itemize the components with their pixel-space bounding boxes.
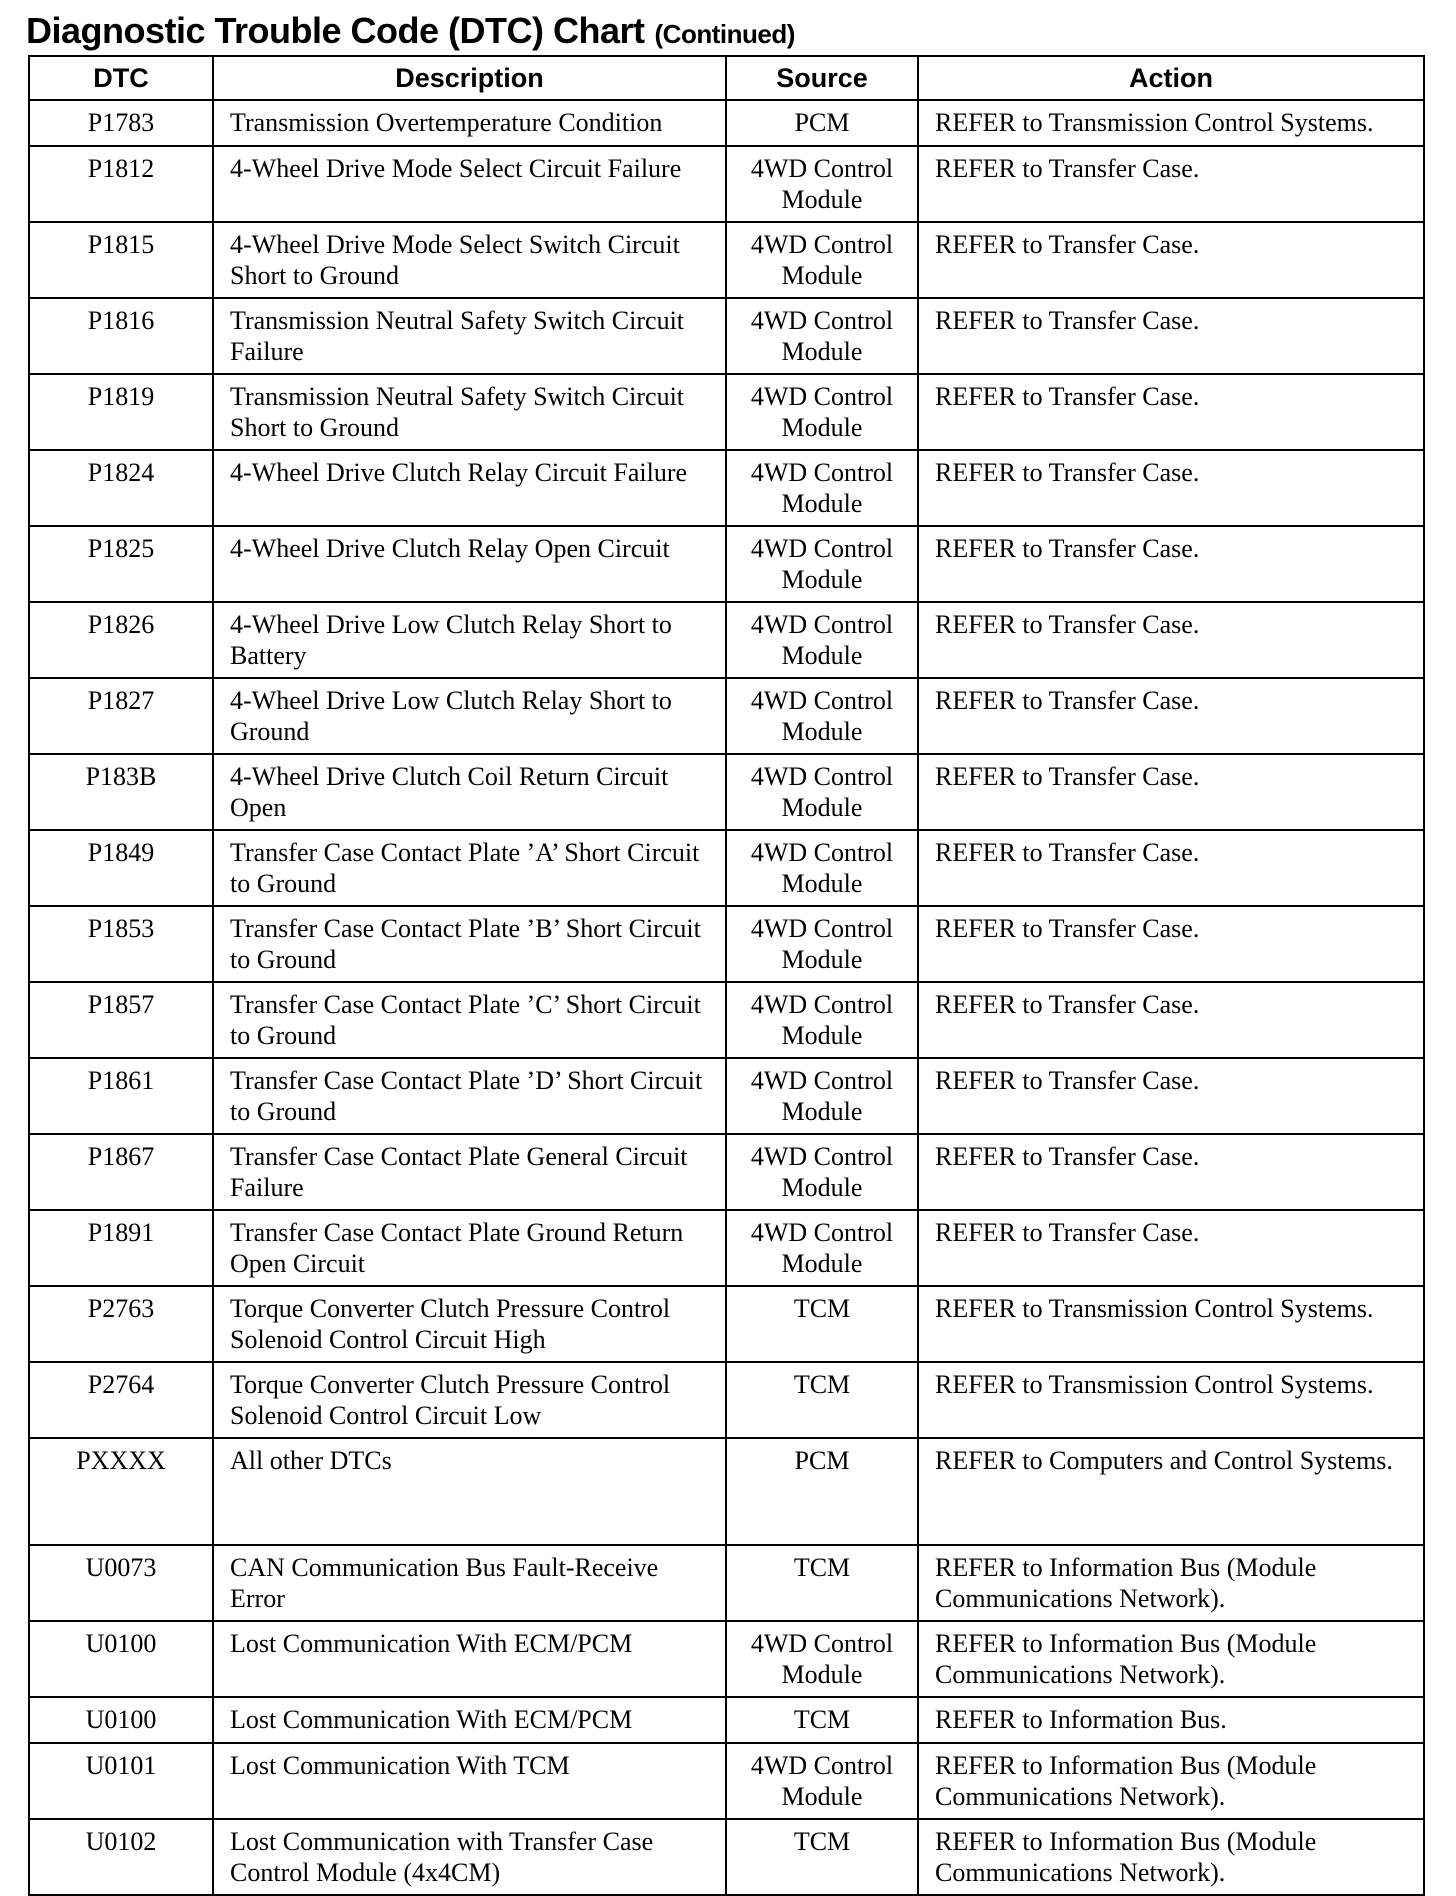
cell-action: REFER to Transfer Case. (918, 982, 1424, 1058)
cell-source: TCM (726, 1362, 918, 1438)
cell-dtc: P1812 (29, 146, 213, 222)
cell-description: Transfer Case Contact Plate ’D’ Short Circuit to Ground (213, 1058, 726, 1134)
cell-description: 4-Wheel Drive Mode Select Switch Circuit Short to Ground (213, 222, 726, 298)
cell-dtc: U0100 (29, 1621, 213, 1697)
cell-description: Torque Converter Clutch Pressure Control Solenoid Control Circuit High (213, 1286, 726, 1362)
cell-action: REFER to Transfer Case. (918, 830, 1424, 906)
cell-dtc: P1867 (29, 1134, 213, 1210)
cell-source: TCM (726, 1545, 918, 1621)
cell-source: 4WD Control Module (726, 1743, 918, 1819)
cell-source: 4WD Control Module (726, 526, 918, 602)
cell-source: 4WD Control Module (726, 374, 918, 450)
cell-action: REFER to Transfer Case. (918, 754, 1424, 830)
header-action: Action (918, 56, 1424, 100)
table-row (29, 374, 1424, 450)
cell-source: 4WD Control Module (726, 146, 918, 222)
table-row (29, 678, 1424, 754)
table-row (29, 830, 1424, 906)
header-description: Description (213, 56, 726, 100)
cell-description: Lost Communication With TCM (213, 1743, 726, 1819)
cell-source: TCM (726, 1697, 918, 1743)
cell-source: TCM (726, 1286, 918, 1362)
cell-action: REFER to Transfer Case. (918, 1058, 1424, 1134)
cell-dtc: P1849 (29, 830, 213, 906)
table-header (29, 56, 1424, 100)
cell-dtc: P1891 (29, 1210, 213, 1286)
cell-action: REFER to Transfer Case. (918, 374, 1424, 450)
table-row (29, 602, 1424, 678)
cell-dtc: P2763 (29, 1286, 213, 1362)
cell-source: 4WD Control Module (726, 1621, 918, 1697)
cell-action: REFER to Information Bus (Module Communications Network). (918, 1621, 1424, 1697)
cell-dtc: U0102 (29, 1819, 213, 1895)
cell-dtc: P1861 (29, 1058, 213, 1134)
table-row (29, 754, 1424, 830)
cell-dtc: P2764 (29, 1362, 213, 1438)
cell-description: 4-Wheel Drive Clutch Relay Circuit Failure (213, 450, 726, 526)
cell-dtc: P1826 (29, 602, 213, 678)
cell-action: REFER to Information Bus (Module Communications Network). (918, 1545, 1424, 1621)
cell-description: All other DTCs (213, 1438, 726, 1545)
cell-description: Lost Communication with Transfer Case Control Module (4x4CM) (213, 1819, 726, 1895)
page-title (26, 10, 795, 52)
cell-dtc: P1819 (29, 374, 213, 450)
dtc-table (28, 55, 1425, 1896)
cell-description: 4-Wheel Drive Low Clutch Relay Short to Ground (213, 678, 726, 754)
cell-description: Transfer Case Contact Plate General Circuit Failure (213, 1134, 726, 1210)
cell-source: 4WD Control Module (726, 450, 918, 526)
cell-source: 4WD Control Module (726, 298, 918, 374)
cell-description: Transfer Case Contact Plate ’C’ Short Circuit to Ground (213, 982, 726, 1058)
cell-action: REFER to Information Bus. (918, 1697, 1424, 1743)
table-row (29, 1058, 1424, 1134)
cell-source: TCM (726, 1819, 918, 1895)
cell-dtc: P1825 (29, 526, 213, 602)
cell-action: REFER to Transfer Case. (918, 678, 1424, 754)
cell-dtc: U0100 (29, 1697, 213, 1743)
cell-source: 4WD Control Module (726, 1058, 918, 1134)
table-row (29, 298, 1424, 374)
table-row (29, 222, 1424, 298)
table-row (29, 1819, 1424, 1895)
header-source: Source (726, 56, 918, 100)
table-row (29, 1286, 1424, 1362)
cell-description: 4-Wheel Drive Clutch Relay Open Circuit (213, 526, 726, 602)
cell-dtc: P1815 (29, 222, 213, 298)
table-row (29, 1697, 1424, 1743)
table-row (29, 526, 1424, 602)
table-row (29, 1210, 1424, 1286)
cell-action: REFER to Transmission Control Systems. (918, 1362, 1424, 1438)
cell-action: REFER to Transfer Case. (918, 146, 1424, 222)
cell-description: Transmission Overtemperature Condition (213, 100, 726, 146)
cell-description: 4-Wheel Drive Clutch Coil Return Circuit Open (213, 754, 726, 830)
cell-description: 4-Wheel Drive Mode Select Circuit Failure (213, 146, 726, 222)
title-text: Diagnostic Trouble Code (DTC) Chart (26, 10, 645, 51)
title-suffix: (Continued) (654, 19, 795, 49)
table-row (29, 146, 1424, 222)
cell-description: Transfer Case Contact Plate ’A’ Short Circuit to Ground (213, 830, 726, 906)
cell-source: 4WD Control Module (726, 602, 918, 678)
cell-source: 4WD Control Module (726, 678, 918, 754)
table-row (29, 1621, 1424, 1697)
cell-dtc: PXXXX (29, 1438, 213, 1545)
cell-action: REFER to Transfer Case. (918, 1210, 1424, 1286)
header-dtc: DTC (29, 56, 213, 100)
cell-source: PCM (726, 100, 918, 146)
cell-source: PCM (726, 1438, 918, 1545)
cell-dtc: U0101 (29, 1743, 213, 1819)
cell-source: 4WD Control Module (726, 222, 918, 298)
table-row (29, 1545, 1424, 1621)
cell-source: 4WD Control Module (726, 754, 918, 830)
cell-dtc: P1827 (29, 678, 213, 754)
table-row (29, 906, 1424, 982)
cell-dtc: P1853 (29, 906, 213, 982)
cell-description: Torque Converter Clutch Pressure Control Solenoid Control Circuit Low (213, 1362, 726, 1438)
cell-description: Transfer Case Contact Plate Ground Return Open Circuit (213, 1210, 726, 1286)
cell-action: REFER to Information Bus (Module Communications Network). (918, 1743, 1424, 1819)
table-row (29, 1438, 1424, 1545)
cell-action: REFER to Transmission Control Systems. (918, 1286, 1424, 1362)
cell-description: Lost Communication With ECM/PCM (213, 1621, 726, 1697)
cell-description: Transfer Case Contact Plate ’B’ Short Circuit to Ground (213, 906, 726, 982)
table-row (29, 982, 1424, 1058)
cell-action: REFER to Information Bus (Module Communications Network). (918, 1819, 1424, 1895)
cell-action: REFER to Transfer Case. (918, 526, 1424, 602)
cell-dtc: P183B (29, 754, 213, 830)
cell-source: 4WD Control Module (726, 1210, 918, 1286)
cell-action: REFER to Transfer Case. (918, 450, 1424, 526)
cell-dtc: P1816 (29, 298, 213, 374)
cell-description: Transmission Neutral Safety Switch Circuit Failure (213, 298, 726, 374)
cell-dtc: P1857 (29, 982, 213, 1058)
cell-action: REFER to Computers and Control Systems. (918, 1438, 1424, 1545)
cell-source: 4WD Control Module (726, 906, 918, 982)
cell-source: 4WD Control Module (726, 982, 918, 1058)
cell-source: 4WD Control Module (726, 830, 918, 906)
cell-action: REFER to Transfer Case. (918, 1134, 1424, 1210)
cell-description: Transmission Neutral Safety Switch Circuit Short to Ground (213, 374, 726, 450)
cell-dtc: P1824 (29, 450, 213, 526)
cell-description: Lost Communication With ECM/PCM (213, 1697, 726, 1743)
cell-action: REFER to Transfer Case. (918, 298, 1424, 374)
cell-action: REFER to Transmission Control Systems. (918, 100, 1424, 146)
cell-dtc: P1783 (29, 100, 213, 146)
cell-action: REFER to Transfer Case. (918, 222, 1424, 298)
table-row (29, 1362, 1424, 1438)
table-row (29, 100, 1424, 146)
cell-action: REFER to Transfer Case. (918, 906, 1424, 982)
cell-description: CAN Communication Bus Fault-Receive Error (213, 1545, 726, 1621)
table-row (29, 1743, 1424, 1819)
cell-action: REFER to Transfer Case. (918, 602, 1424, 678)
cell-source: 4WD Control Module (726, 1134, 918, 1210)
cell-description: 4-Wheel Drive Low Clutch Relay Short to Battery (213, 602, 726, 678)
cell-dtc: U0073 (29, 1545, 213, 1621)
table-row (29, 450, 1424, 526)
table-row (29, 1134, 1424, 1210)
